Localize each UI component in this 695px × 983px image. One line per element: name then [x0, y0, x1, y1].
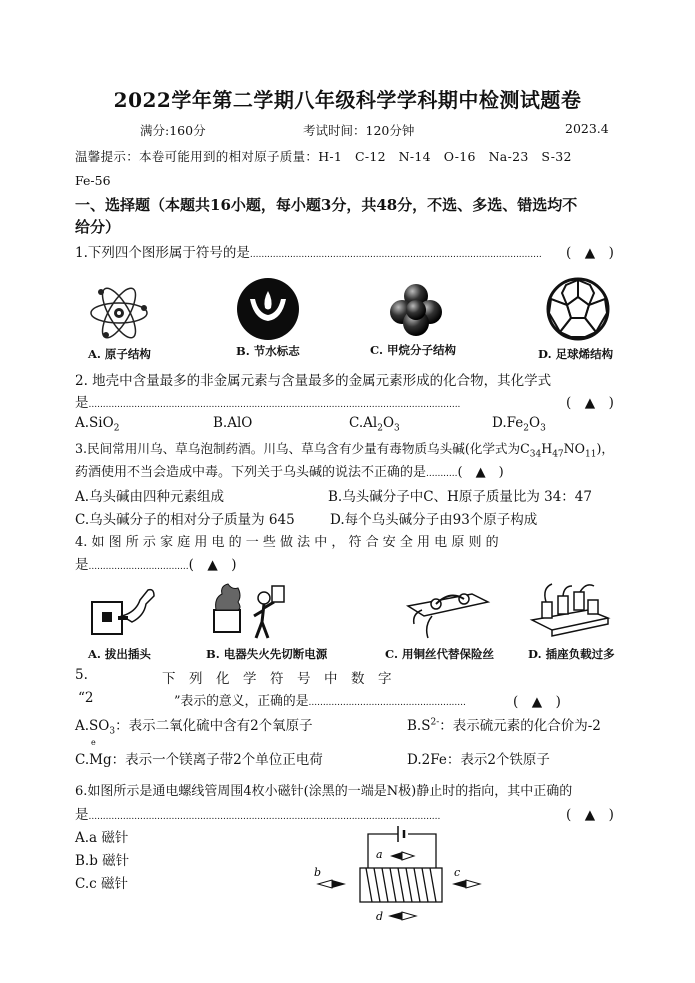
- q3-answer: ( ▲ ): [457, 465, 504, 480]
- q6-option-a: A.a 磁针: [75, 830, 129, 846]
- q3-l1-c: H: [541, 441, 553, 456]
- q1-option-d: D. 足球烯结构: [538, 347, 614, 361]
- q5-a-1: A.SO: [75, 718, 110, 734]
- needle-label-d: d: [376, 910, 384, 923]
- q1-stem-text: 1.下列四个图形属于符号的是: [75, 245, 250, 261]
- q5-option-b: [407, 714, 601, 734]
- q3-line-1: [75, 438, 614, 460]
- q5-b-3: ：表示硫元素的化合价为-2: [439, 718, 601, 734]
- overloaded-socket-icon: [528, 580, 612, 642]
- q4-option-a: A. 拔出插头: [88, 647, 151, 661]
- q5-option-a: [75, 714, 313, 737]
- q5-b-1: B.S: [407, 718, 431, 734]
- q5-line-2: [174, 690, 466, 709]
- q5-line-1: 下 列 化 学 符 号 中 数 字: [162, 671, 392, 687]
- q6-line-2: [75, 803, 440, 823]
- q2-d-4: 3: [540, 423, 546, 434]
- methane-molecule-icon: [388, 282, 444, 338]
- q4-option-c: C. 用铜丝代替保险丝: [385, 647, 494, 661]
- q4-answer: ( ▲ ): [188, 557, 237, 573]
- fullerene-icon: [546, 277, 610, 341]
- q5-l2-text: ”表示的意义，正确的是: [174, 694, 309, 709]
- q3-l1-b: 34: [529, 449, 542, 460]
- q3-option-a: A.乌头碱由四种元素组成: [75, 489, 225, 505]
- q2-c-2: 2: [377, 423, 383, 434]
- section-heading-1: 一、选择题（本题共16小题，每小题3分，共48分，不选、多选、错选均不: [75, 196, 578, 214]
- q2-d-2: 2: [523, 423, 529, 434]
- q6-prefix: 是: [75, 807, 89, 823]
- copper-wire-fuse-icon: [402, 580, 494, 642]
- q3-l1-a: 3.民间常用川乌、草乌泡制药酒。川乌、草乌含有少量有毒物质乌头碱(化学式为C: [75, 441, 530, 456]
- fire-cut-power-icon: [208, 580, 292, 642]
- atom-structure-icon: [88, 282, 150, 344]
- q6-option-c: C.c 磁针: [75, 876, 128, 892]
- q4-line-2: [75, 553, 237, 573]
- q4-option-d: D. 插座负载过多: [528, 647, 615, 661]
- q2-d-1: D.Fe: [492, 415, 524, 431]
- q2-answer: ( ▲ ): [566, 395, 614, 411]
- q1-option-b: B. 节水标志: [236, 344, 300, 358]
- q3-line-2: [75, 461, 504, 480]
- q3-l1-d: 47: [552, 449, 564, 460]
- exam-time: 考试时间：120分钟: [303, 123, 415, 138]
- q1-stem: [75, 241, 542, 261]
- q3-l1-g: )，: [596, 441, 614, 456]
- q5-c-top: e: [91, 738, 96, 747]
- q5-option-c: [75, 748, 323, 768]
- q2-a-sub: 2: [113, 423, 120, 434]
- unplug-socket-icon: [88, 582, 158, 644]
- q1-dots: ......................................................................................................: [249, 250, 542, 260]
- q2-d-3: O: [529, 415, 541, 431]
- q2-line-2: [75, 391, 460, 411]
- tip-line-2: Fe-56: [75, 173, 111, 188]
- tip-line-1: 温馨提示：本卷可能用到的相对原子质量：H-1 C-12 N-14 O-16 Na-23 S-32: [75, 149, 572, 164]
- exam-date: 2023.4: [565, 121, 609, 136]
- water-saving-logo-icon: [236, 277, 300, 341]
- q3-l2-text: 药酒使用不当会造成中毒。下列关于乌头碱的说法不正确的是: [75, 465, 427, 480]
- q3-option-b: B.乌头碱分子中C、H原子质量比为 34：47: [328, 489, 592, 505]
- q5-answer: ( ▲ ): [513, 694, 561, 710]
- page-title: 2022学年第二学期八年级科学学科期中检测试题卷: [113, 88, 582, 112]
- q2-c-4: 3: [394, 423, 400, 434]
- full-score: 满分:160分: [140, 123, 206, 138]
- q6-option-b: B.b 磁针: [75, 853, 130, 869]
- q2-a-text: A.SiO: [75, 415, 114, 431]
- solenoid-diagram: [310, 822, 490, 928]
- needle-label-b: b: [314, 866, 322, 879]
- q3-l1-e: NO: [563, 441, 586, 456]
- q3-option-c: C.乌头碱分子的相对分子质量为 645: [75, 512, 295, 528]
- needle-label-c: c: [454, 866, 461, 879]
- needle-label-a: a: [376, 848, 383, 861]
- q4-prefix: 是: [75, 557, 89, 573]
- q6-line-1: 6.如图所示是通电螺线管周围4枚小磁针(涂黑的一端是N极)静止时的指向，其中正确的: [75, 784, 573, 799]
- q1-option-c: C. 甲烷分子结构: [370, 343, 456, 357]
- q5-b-2: 2-: [430, 717, 440, 728]
- q4-option-b: B. 电器失火先切断电源: [206, 647, 328, 661]
- q5-option-d: D.2Fe：表示2个铁原子: [407, 752, 550, 768]
- q2-option-d: [492, 415, 546, 434]
- q4-line-1: 4. 如 图 所 示 家 庭 用 电 的 一 些 做 法 中 ， 符 合 安 全 用 电 原 则 的: [75, 535, 499, 550]
- q2-option-a: [75, 415, 119, 434]
- q2-dots: ..................................................................................................................................: [88, 400, 461, 410]
- q6-answer: ( ▲ ): [566, 807, 614, 823]
- q2-c-1: C.Al: [349, 415, 378, 431]
- q1-option-a: A. 原子结构: [88, 347, 151, 361]
- q2-option-b: B.AlO: [213, 415, 253, 431]
- q3-dots: ...........: [426, 469, 458, 479]
- q1-answer: ( ▲ ): [566, 245, 614, 261]
- q3-option-d: D.每个乌头碱分子由93个原子构成: [330, 512, 538, 528]
- q6-dots: ...........................................................................................................................: [88, 812, 441, 822]
- q2-prefix: 是: [75, 395, 89, 411]
- q5-c-2: ：表示一个镁离子带2个单位正电荷: [111, 752, 323, 768]
- q4-dots: ...................................: [88, 562, 189, 572]
- q5-c-1: C.Mg: [75, 752, 112, 768]
- q5-a-2: 3: [109, 726, 116, 737]
- q2-line-1: 2. 地壳中含量最多的非金属元素与含量最多的金属元素形成的化合物，其化学式: [75, 373, 552, 389]
- section-heading-2: 给分）: [75, 218, 121, 236]
- q3-l1-f: 11: [585, 449, 597, 460]
- q5-a-3: ：表示二氧化硫中含有2个氧原子: [115, 718, 313, 734]
- q5-dots: .......................................................: [308, 698, 466, 708]
- q2-option-c: [349, 415, 400, 434]
- q5-quote: “2: [78, 690, 94, 706]
- q5-number: 5.: [75, 667, 88, 683]
- q2-c-3: O: [382, 415, 395, 431]
